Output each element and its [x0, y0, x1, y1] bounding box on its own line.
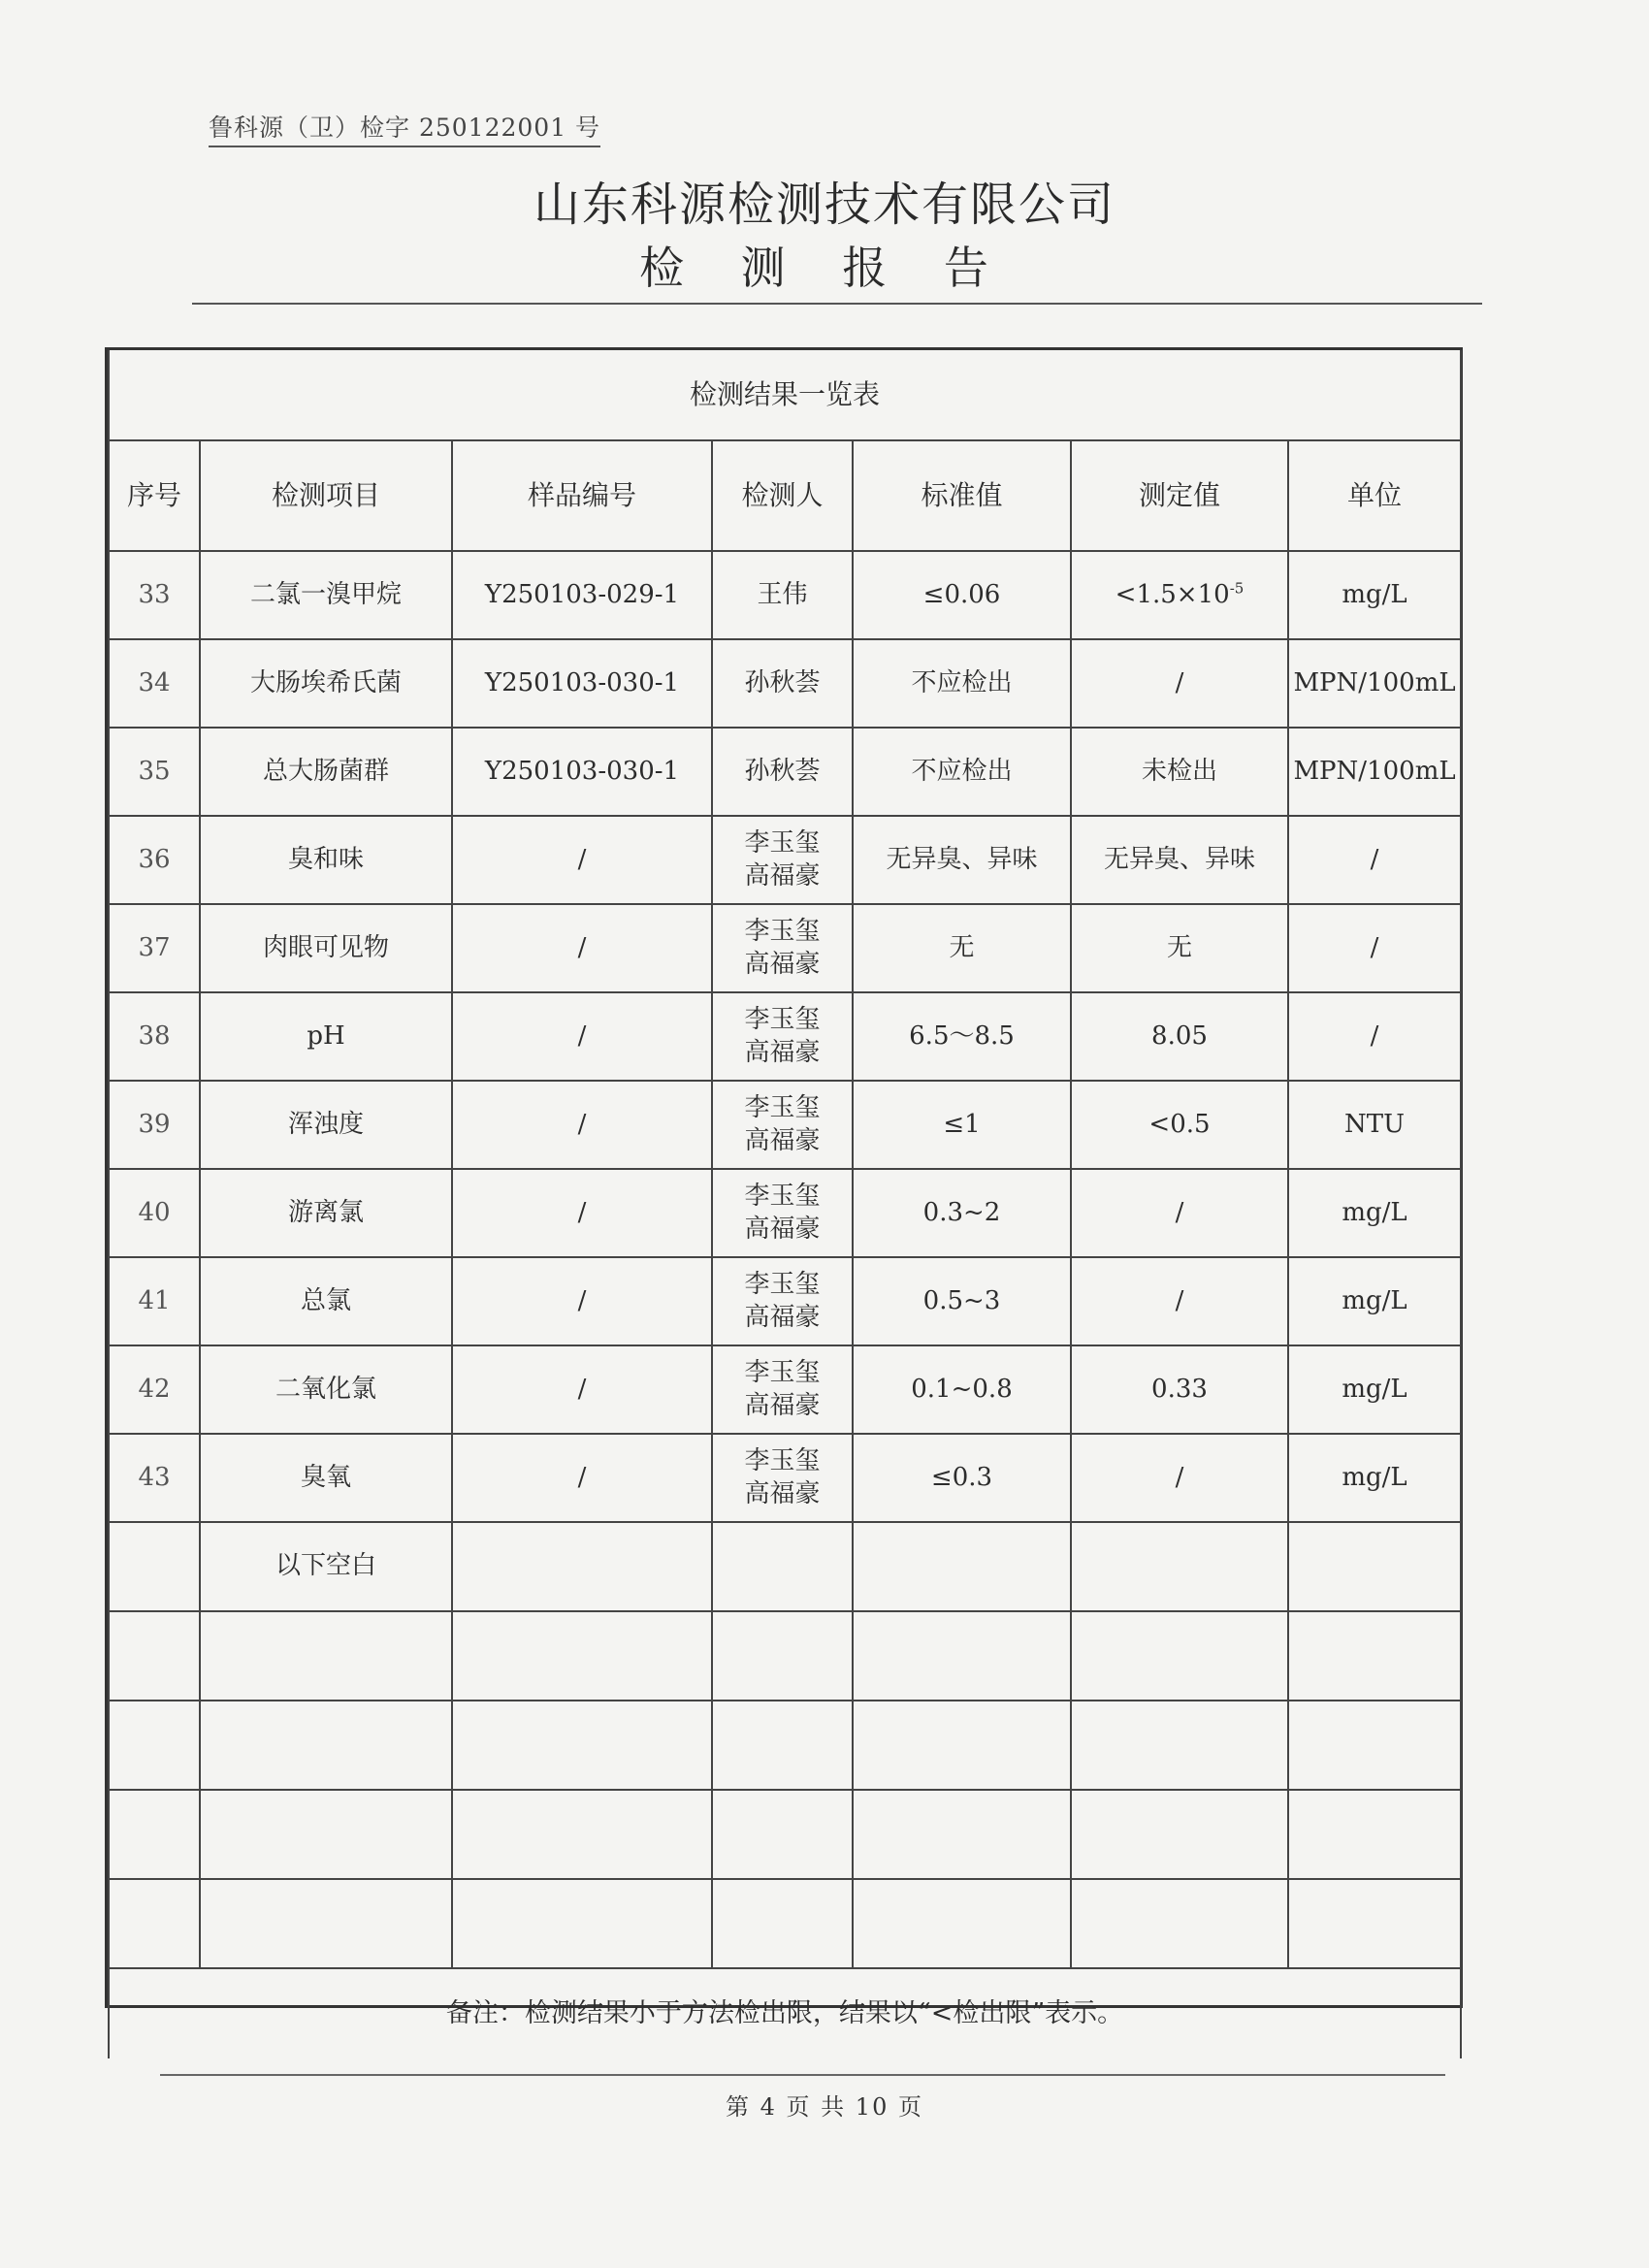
empty-cell	[712, 1701, 853, 1790]
empty-cell	[452, 1790, 712, 1879]
inspector-name: 李玉玺	[744, 1445, 821, 1475]
row-number: 43	[109, 1434, 200, 1522]
row-number: 38	[109, 992, 200, 1081]
unit: /	[1288, 904, 1461, 992]
inspector-name: 高福豪	[744, 1214, 821, 1244]
empty-cell	[853, 1879, 1071, 1968]
empty-cell	[1288, 1701, 1461, 1790]
test-item: 总氯	[200, 1257, 452, 1345]
company-name: 山东科源检测技术有限公司	[533, 178, 1116, 232]
test-item: 总大肠菌群	[200, 728, 452, 816]
test-item: 二氯一溴甲烷	[200, 551, 452, 639]
empty-cell	[1288, 1611, 1461, 1701]
empty-cell	[200, 1879, 452, 1968]
empty-cell	[109, 1611, 200, 1701]
results-table-frame	[105, 347, 1463, 2029]
sample-id: /	[452, 992, 712, 1081]
row-number: 40	[109, 1169, 200, 1257]
empty-cell	[109, 1879, 200, 1968]
inspector-name: 李玉玺	[744, 1269, 821, 1299]
inspector-name: 李玉玺	[744, 1092, 821, 1122]
empty-row	[109, 1879, 1461, 1968]
empty-cell	[200, 1790, 452, 1879]
inspector-name: 李玉玺	[744, 1181, 821, 1211]
empty-cell	[1071, 1611, 1288, 1701]
empty-cell	[1071, 1701, 1288, 1790]
table-header-row	[109, 440, 1461, 551]
inspector	[712, 816, 853, 904]
inspector-name: 高福豪	[744, 860, 821, 891]
empty-cell	[1288, 1790, 1461, 1879]
empty-cell	[452, 1611, 712, 1701]
column-header-inspector: 检测人	[712, 440, 853, 551]
sample-id: /	[452, 904, 712, 992]
standard-value: 无	[853, 904, 1071, 992]
measured-value: 8.05	[1071, 992, 1288, 1081]
inspector-name: 高福豪	[744, 1478, 821, 1508]
blank-marker-row	[109, 1522, 1461, 1611]
table-row	[109, 639, 1461, 728]
sample-id: /	[452, 816, 712, 904]
standard-value: 6.5～8.5	[853, 992, 1071, 1081]
inspector	[712, 1169, 853, 1257]
empty-cell	[853, 1701, 1071, 1790]
inspector-name: 高福豪	[744, 1125, 821, 1155]
table-row	[109, 1081, 1461, 1169]
sample-id: /	[452, 1257, 712, 1345]
test-item: pH	[200, 992, 452, 1081]
sample-id: /	[452, 1081, 712, 1169]
inspector-name: 高福豪	[744, 1390, 821, 1420]
column-header-measured: 测定值	[1071, 440, 1288, 551]
table-row	[109, 1434, 1461, 1522]
row-number: 41	[109, 1257, 200, 1345]
standard-value: ≤1	[853, 1081, 1071, 1169]
empty-row	[109, 1701, 1461, 1790]
inspector-name: 李玉玺	[744, 916, 821, 946]
sample-id: Y250103-029-1	[452, 551, 712, 639]
measured-value: $<1.5\times 10^{-5}$	[1071, 551, 1288, 639]
row-number: 36	[109, 816, 200, 904]
blank-label: 以下空白	[200, 1522, 452, 1611]
measured-value: /	[1071, 1434, 1288, 1522]
inspector-name: 李玉玺	[744, 1357, 821, 1387]
sample-id: /	[452, 1169, 712, 1257]
inspector	[712, 992, 853, 1081]
inspector	[712, 1081, 853, 1169]
standard-value: 0.3~2	[853, 1169, 1071, 1257]
test-item: 肉眼可见物	[200, 904, 452, 992]
empty-cell	[452, 1522, 712, 1611]
unit: /	[1288, 992, 1461, 1081]
inspector	[712, 1345, 853, 1434]
measured-value: /	[1071, 1257, 1288, 1345]
empty-cell	[109, 1790, 200, 1879]
document-type: 检 测 报 告	[639, 242, 1010, 294]
row-number: 37	[109, 904, 200, 992]
inspector	[712, 728, 853, 816]
sample-id: /	[452, 1434, 712, 1522]
footer-divider	[160, 2074, 1445, 2076]
inspector-name: 王伟	[757, 579, 808, 609]
empty-cell	[712, 1790, 853, 1879]
empty-cell	[853, 1611, 1071, 1701]
unit: mg/L	[1288, 1345, 1461, 1434]
inspector-name: 孙秋荟	[744, 756, 821, 786]
unit: mg/L	[1288, 1169, 1461, 1257]
inspector-name: 李玉玺	[744, 827, 821, 858]
inspector	[712, 904, 853, 992]
empty-cell	[1071, 1790, 1288, 1879]
empty-cell	[109, 1701, 200, 1790]
unit: MPN/100mL	[1288, 639, 1461, 728]
table-row	[109, 1345, 1461, 1434]
empty-cell	[200, 1701, 452, 1790]
empty-cell	[1071, 1879, 1288, 1968]
standard-value: 无异臭、异味	[853, 816, 1071, 904]
unit: MPN/100mL	[1288, 728, 1461, 816]
empty-cell	[1288, 1522, 1461, 1611]
test-item: 浑浊度	[200, 1081, 452, 1169]
note-row	[109, 1968, 1461, 2058]
inspector	[712, 1257, 853, 1345]
empty-cell	[1288, 1879, 1461, 1968]
empty-cell	[712, 1879, 853, 1968]
inspector	[712, 639, 853, 728]
empty-cell	[1071, 1522, 1288, 1611]
inspector	[712, 1434, 853, 1522]
table-row	[109, 904, 1461, 992]
measured-value: 无异臭、异味	[1071, 816, 1288, 904]
standard-value: ≤0.3	[853, 1434, 1071, 1522]
row-number: 35	[109, 728, 200, 816]
table-row	[109, 992, 1461, 1081]
sample-id: Y250103-030-1	[452, 639, 712, 728]
unit: /	[1288, 816, 1461, 904]
unit: NTU	[1288, 1081, 1461, 1169]
empty-cell	[712, 1522, 853, 1611]
table-row	[109, 1257, 1461, 1345]
empty-cell	[109, 1522, 200, 1611]
table-title: 检测结果一览表	[109, 350, 1461, 440]
table-row	[109, 816, 1461, 904]
row-number: 39	[109, 1081, 200, 1169]
row-number: 34	[109, 639, 200, 728]
measured-value: /	[1071, 1169, 1288, 1257]
row-number: 33	[109, 551, 200, 639]
standard-value: 0.1~0.8	[853, 1345, 1071, 1434]
standard-value: 不应检出	[853, 728, 1071, 816]
column-header-no: 序号	[109, 440, 200, 551]
inspector-name: 高福豪	[744, 949, 821, 979]
table-row	[109, 551, 1461, 639]
measured-value: /	[1071, 639, 1288, 728]
measured-value: <0.5	[1071, 1081, 1288, 1169]
test-item: 二氧化氯	[200, 1345, 452, 1434]
test-item: 臭和味	[200, 816, 452, 904]
table-row	[109, 728, 1461, 816]
empty-row	[109, 1611, 1461, 1701]
empty-cell	[712, 1611, 853, 1701]
inspector-name: 高福豪	[744, 1302, 821, 1332]
empty-cell	[452, 1701, 712, 1790]
page-number: 第 4 页 共 10 页	[726, 2093, 923, 2121]
empty-cell	[853, 1522, 1071, 1611]
table-row	[109, 1169, 1461, 1257]
measured-value: 未检出	[1071, 728, 1288, 816]
unit: mg/L	[1288, 1434, 1461, 1522]
report-number: 鲁科源（卫）检字 250122001 号	[209, 109, 600, 147]
unit: mg/L	[1288, 1257, 1461, 1345]
empty-cell	[452, 1879, 712, 1968]
standard-value: 不应检出	[853, 639, 1071, 728]
standard-value: ≤0.06	[853, 551, 1071, 639]
inspector-name: 孙秋荟	[744, 667, 821, 697]
header-divider	[192, 303, 1482, 305]
empty-cell	[200, 1611, 452, 1701]
column-header-standard: 标准值	[853, 440, 1071, 551]
inspector-name: 李玉玺	[744, 1004, 821, 1034]
unit: mg/L	[1288, 551, 1461, 639]
inspector	[712, 551, 853, 639]
test-item: 大肠埃希氏菌	[200, 639, 452, 728]
empty-cell	[853, 1790, 1071, 1879]
results-table	[108, 350, 1462, 2058]
test-item: 臭氧	[200, 1434, 452, 1522]
measured-value: 无	[1071, 904, 1288, 992]
table-note: 备注：检测结果小于方法检出限，结果以“<检出限”表示。	[109, 1968, 1461, 2058]
row-number: 42	[109, 1345, 200, 1434]
column-header-item: 检测项目	[200, 440, 452, 551]
column-header-sample: 样品编号	[452, 440, 712, 551]
measured-value: 0.33	[1071, 1345, 1288, 1434]
column-header-unit: 单位	[1288, 440, 1461, 551]
inspector-name: 高福豪	[744, 1037, 821, 1067]
empty-row	[109, 1790, 1461, 1879]
sample-id: Y250103-030-1	[452, 728, 712, 816]
sample-id: /	[452, 1345, 712, 1434]
test-item: 游离氯	[200, 1169, 452, 1257]
standard-value: 0.5~3	[853, 1257, 1071, 1345]
